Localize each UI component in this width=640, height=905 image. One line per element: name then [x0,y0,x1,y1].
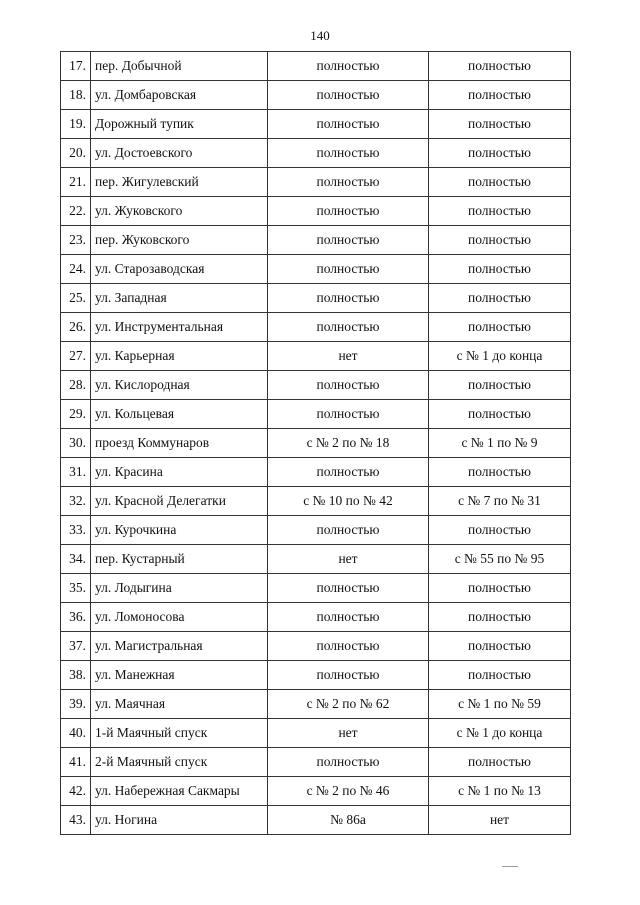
odd-side-range: полностью [429,81,571,110]
even-side-range: полностью [268,139,429,168]
row-number: 33. [61,516,91,545]
row-number: 38. [61,661,91,690]
street-name: ул. Манежная [91,661,268,690]
even-side-range: нет [268,719,429,748]
even-side-range: полностью [268,574,429,603]
table-row [61,719,571,748]
table-row [61,806,571,835]
street-name: ул. Ломоносова [91,603,268,632]
row-number: 27. [61,342,91,371]
even-side-range: нет [268,545,429,574]
odd-side-range: полностью [429,603,571,632]
row-number: 42. [61,777,91,806]
street-name: ул. Карьерная [91,342,268,371]
table-row [61,400,571,429]
street-name: пер. Жуковского [91,226,268,255]
odd-side-range: с № 7 по № 31 [429,487,571,516]
street-name: пер. Добычной [91,52,268,81]
street-name: ул. Лодыгина [91,574,268,603]
table-row [61,52,571,81]
table-row [61,284,571,313]
odd-side-range: полностью [429,255,571,284]
table-row [61,81,571,110]
street-name: ул. Ногина [91,806,268,835]
table-row [61,777,571,806]
odd-side-range: полностью [429,226,571,255]
table-row [61,342,571,371]
odd-side-range: с № 1 по № 13 [429,777,571,806]
row-number: 28. [61,371,91,400]
street-name: ул. Инструментальная [91,313,268,342]
row-number: 29. [61,400,91,429]
even-side-range: полностью [268,52,429,81]
street-name: ул. Западная [91,284,268,313]
street-name: ул. Курочкина [91,516,268,545]
odd-side-range: полностью [429,661,571,690]
row-number: 40. [61,719,91,748]
table-row [61,632,571,661]
row-number: 23. [61,226,91,255]
street-name: ул. Набережная Сакмары [91,777,268,806]
row-number: 30. [61,429,91,458]
row-number: 22. [61,197,91,226]
row-number: 18. [61,81,91,110]
table-row [61,661,571,690]
odd-side-range: полностью [429,284,571,313]
table-row [61,748,571,777]
odd-side-range: полностью [429,168,571,197]
even-side-range: с № 2 по № 62 [268,690,429,719]
street-name: Дорожный тупик [91,110,268,139]
odd-side-range: нет [429,806,571,835]
street-name: проезд Коммунаров [91,429,268,458]
table-row [61,197,571,226]
even-side-range: с № 2 по № 46 [268,777,429,806]
even-side-range: полностью [268,516,429,545]
even-side-range: полностью [268,632,429,661]
table-row [61,545,571,574]
street-name: пер. Жигулевский [91,168,268,197]
street-name: ул. Жуковского [91,197,268,226]
table-row [61,226,571,255]
odd-side-range: полностью [429,139,571,168]
page-number: 140 [310,28,330,43]
even-side-range: с № 2 по № 18 [268,429,429,458]
even-side-range: полностью [268,458,429,487]
table-row [61,458,571,487]
scan-mark [502,866,518,867]
odd-side-range: полностью [429,516,571,545]
even-side-range: полностью [268,661,429,690]
odd-side-range: полностью [429,110,571,139]
street-name: ул. Магистральная [91,632,268,661]
street-name: ул. Красной Делегатки [91,487,268,516]
row-number: 25. [61,284,91,313]
odd-side-range: полностью [429,458,571,487]
table-row [61,516,571,545]
row-number: 34. [61,545,91,574]
table-row [61,168,571,197]
row-number: 17. [61,52,91,81]
odd-side-range: полностью [429,371,571,400]
row-number: 26. [61,313,91,342]
odd-side-range: с № 1 до конца [429,719,571,748]
street-name: 2-й Маячный спуск [91,748,268,777]
street-name: пер. Кустарный [91,545,268,574]
odd-side-range: с № 55 по № 95 [429,545,571,574]
table-row [61,313,571,342]
even-side-range: полностью [268,81,429,110]
even-side-range: полностью [268,748,429,777]
even-side-range: полностью [268,603,429,632]
row-number: 43. [61,806,91,835]
street-name: 1-й Маячный спуск [91,719,268,748]
row-number: 21. [61,168,91,197]
even-side-range: нет [268,342,429,371]
streets-table [60,51,571,835]
street-name: ул. Достоевского [91,139,268,168]
street-name: ул. Домбаровская [91,81,268,110]
odd-side-range: с № 1 до конца [429,342,571,371]
even-side-range: полностью [268,255,429,284]
odd-side-range: с № 1 по № 59 [429,690,571,719]
street-name: ул. Кольцевая [91,400,268,429]
table-row [61,429,571,458]
table-row [61,371,571,400]
row-number: 37. [61,632,91,661]
row-number: 35. [61,574,91,603]
even-side-range: полностью [268,197,429,226]
odd-side-range: с № 1 по № 9 [429,429,571,458]
streets-table-body [61,52,571,835]
odd-side-range: полностью [429,748,571,777]
table-row [61,574,571,603]
odd-side-range: полностью [429,313,571,342]
row-number: 39. [61,690,91,719]
odd-side-range: полностью [429,574,571,603]
row-number: 32. [61,487,91,516]
table-row [61,255,571,284]
row-number: 19. [61,110,91,139]
row-number: 24. [61,255,91,284]
even-side-range: № 86а [268,806,429,835]
even-side-range: полностью [268,110,429,139]
table-row [61,110,571,139]
even-side-range: полностью [268,313,429,342]
even-side-range: полностью [268,168,429,197]
even-side-range: полностью [268,400,429,429]
even-side-range: полностью [268,226,429,255]
odd-side-range: полностью [429,400,571,429]
table-row [61,690,571,719]
odd-side-range: полностью [429,632,571,661]
row-number: 36. [61,603,91,632]
row-number: 20. [61,139,91,168]
street-name: ул. Старозаводская [91,255,268,284]
odd-side-range: полностью [429,52,571,81]
odd-side-range: полностью [429,197,571,226]
street-name: ул. Маячная [91,690,268,719]
even-side-range: с № 10 по № 42 [268,487,429,516]
table-row [61,487,571,516]
street-name: ул. Кислородная [91,371,268,400]
table-row [61,603,571,632]
even-side-range: полностью [268,371,429,400]
even-side-range: полностью [268,284,429,313]
row-number: 41. [61,748,91,777]
table-row [61,139,571,168]
street-name: ул. Красина [91,458,268,487]
row-number: 31. [61,458,91,487]
